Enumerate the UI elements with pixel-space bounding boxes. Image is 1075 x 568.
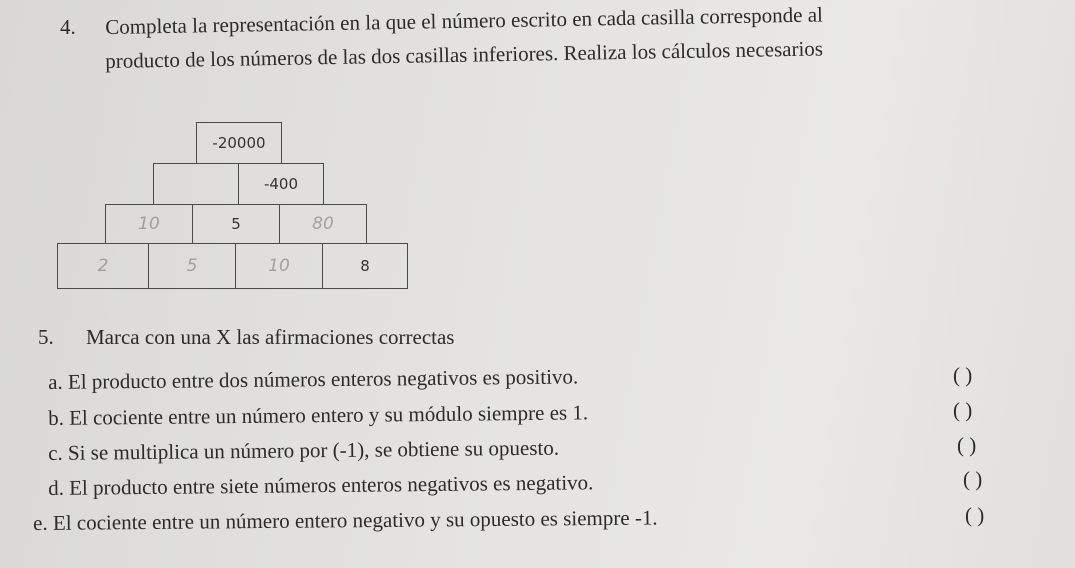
statement-c: c. Si se multiplica un número por (-1), se obtiene su opuesto. [48,435,560,465]
answer-box-c[interactable]: ( ) [957,433,977,457]
pyramid-value: -400 [263,175,299,193]
handwritten-value: 10 [268,256,290,276]
pyramid-value: 8 [360,257,370,275]
question-4-number: 4. [60,15,76,39]
statement-d: d. El producto entre siete números enteros negativos es negativo. [48,470,594,500]
answer-box-a[interactable]: ( ) [953,363,973,387]
answer-box-b[interactable]: ( ) [953,398,973,422]
pyramid-cell-row2-left[interactable] [153,163,239,205]
handwritten-value: 10 [138,214,160,234]
question-5-heading [38,325,454,350]
pyramid-value: -20000 [212,134,266,152]
pyramid-cell-row4-2[interactable] [148,243,236,289]
answer-box-e[interactable]: ( ) [965,503,985,527]
pyramid-cell-row4-3[interactable] [235,243,323,289]
statement-e: e. El cociente entre un número entero negativo y su opuesto es siempre -1. [33,505,658,535]
answer-box-d[interactable]: ( ) [963,467,983,491]
statement-a: a. El producto entre dos números enteros negativos es positivo. [48,364,579,394]
pyramid-cell-top[interactable] [196,122,282,164]
question-4-text-line-2: producto de los números de las dos casillas inferiores. Realiza los cálculos necesarios [105,36,824,73]
handwritten-value: 80 [312,214,334,234]
pyramid-cell-row3-2[interactable] [192,204,280,244]
question-4-text-line-1: Completa la representación en la que el número escrito en cada casilla corresponde al [105,2,824,39]
handwritten-value: 2 [97,256,109,276]
pyramid-cell-row4-1[interactable] [57,243,149,289]
statement-b: b. El cociente entre un número entero y su módulo siempre es 1. [48,400,589,430]
pyramid-cell-row4-4[interactable] [322,243,408,289]
question-5-number: 5. [38,325,54,349]
pyramid-value: 5 [231,215,241,233]
pyramid-cell-row3-1[interactable] [105,204,193,244]
pyramid-cell-row3-3[interactable] [279,204,367,244]
pyramid-cell-row2-right[interactable] [238,163,324,205]
question-5-title: Marca con una X las afirmaciones correctas [86,325,455,349]
handwritten-value: 5 [186,256,198,276]
